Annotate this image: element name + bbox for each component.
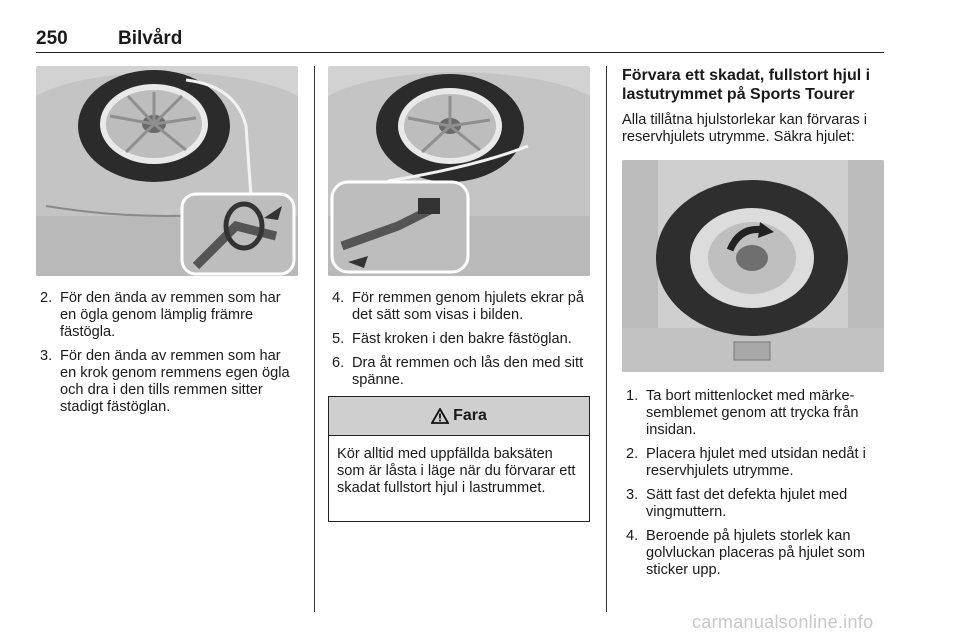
page-header — [36, 26, 884, 53]
steps-list-col1 — [36, 290, 300, 423]
list-item: 1. Ta bort mittenlocket med märkesemblemet genom att trycka från insidan. — [626, 388, 859, 438]
list-item: 4. För remmen genom hjulets ekrar på det sätt som visas i bilden. — [332, 290, 584, 323]
list-item: 4. Beroende på hjulets storlek kan golvluckan placeras på hjulet som sticker upp. — [626, 528, 866, 578]
list-item: 6. Dra åt remmen och lås den med sitt spänne. — [332, 355, 584, 388]
watermark: carmanualsonline.info — [692, 612, 874, 632]
warning-body: Kör alltid med uppfällda baksäten som är låsta i läge när du förvarar ett skadat fullstort hjul i lastrummet. — [337, 446, 576, 496]
warning-header — [329, 397, 589, 436]
subsection-title: Förvara ett skadat, fullstort hjul i lastutrymmet på Sports Tourer — [622, 67, 871, 103]
list-item: 3. För den ända av remmen som har en krok genom remmens egen ögla och dra i den tills remmen sitter stadigt fästöglan. — [40, 348, 290, 415]
figure-spare-wheel-well — [622, 160, 884, 372]
steps-list-col3 — [622, 388, 886, 586]
figure-wheel-strap-rear — [328, 66, 590, 276]
warning-title: Fara — [453, 407, 487, 424]
list-item: 5. Fäst kroken i den bakre fästöglan. — [332, 331, 572, 347]
column-divider-1 — [314, 66, 315, 612]
page-number: 250 — [36, 28, 68, 49]
steps-list-col2 — [328, 290, 592, 396]
list-item: 2. Placera hjulet med utsidan nedåt i reservhjulets utrymme. — [626, 446, 866, 479]
column-divider-2 — [606, 66, 607, 612]
section-title: Bilvård — [118, 28, 183, 49]
list-item: 2. För den ända av remmen som har en ögla genom lämplig främre fästögla. — [40, 290, 281, 340]
figure-wheel-strap-front — [36, 66, 298, 276]
danger-triangle-icon — [431, 408, 449, 424]
list-item: 3. Sätt fast det defekta hjulet med vingmuttern. — [626, 487, 848, 520]
danger-warning-box — [328, 396, 590, 522]
intro-paragraph: Alla tillåtna hjulstorlekar kan förvaras i reservhjulets utrymme. Säkra hjulet: — [622, 112, 867, 145]
